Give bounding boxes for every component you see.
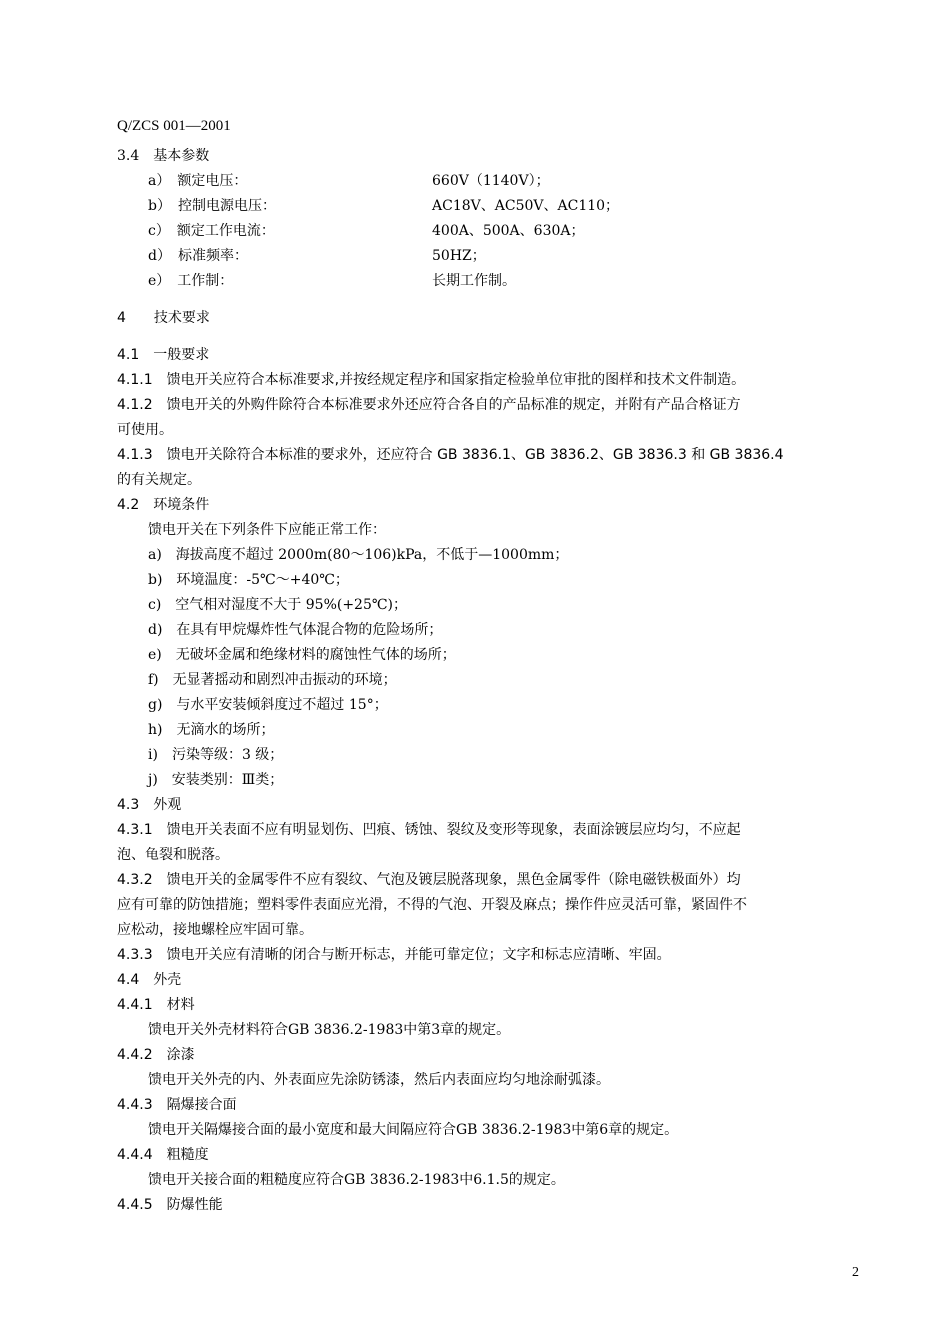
- clause-4-4-5-title: 4.4.5 防爆性能: [117, 1197, 223, 1213]
- param-value: 660V（1140V）；: [432, 173, 550, 189]
- clause-4-4-1-title: 4.4.1 材料: [117, 997, 195, 1013]
- clause-4-4-4-title: 4.4.4 粗糙度: [117, 1147, 209, 1163]
- clause-4-3-2-cont: 应松动，接地螺栓应牢固可靠。: [117, 922, 313, 938]
- clause-4-4-3-text: 馈电开关隔爆接合面的最小宽度和最大间隔应符合GB 3836.2-1983中第6章的规定。: [148, 1122, 679, 1138]
- section-4-title: 4 技术要求: [117, 310, 210, 326]
- clause-4-1-3-cont: 的有关规定。: [117, 472, 201, 488]
- clause-4-4-2-title: 4.4.2 涂漆: [117, 1047, 195, 1063]
- section-4-1-title: 4.1 一般要求: [117, 347, 210, 363]
- clause-4-1-2-cont: 可使用。: [117, 422, 173, 438]
- env-item: b) 环境温度：-5℃～+40℃；: [148, 572, 349, 588]
- clause-4-4-4-text: 馈电开关接合面的粗糙度应符合GB 3836.2-1983中6.1.5的规定。: [148, 1172, 565, 1188]
- param-label: b） 控制电源电压：: [148, 198, 276, 214]
- section-4-4-title: 4.4 外壳: [117, 972, 182, 988]
- env-intro: 馈电开关在下列条件下应能正常工作：: [148, 522, 386, 538]
- clause-4-3-2-cont: 应有可靠的防蚀措施；塑料零件表面应光滑，不得的气泡、开裂及麻点；操作件应灵活可靠，紧固件不: [117, 897, 747, 913]
- env-item: h) 无滴水的场所；: [148, 722, 275, 738]
- param-value: 长期工作制。: [432, 273, 516, 289]
- doc-header-code: Q/ZCS 001—2001: [117, 118, 231, 134]
- param-value: 400A、500A、630A；: [432, 223, 585, 239]
- clause-4-1-2: 4.1.2 馈电开关的外购件除符合本标准要求外还应符合各自的产品标准的规定，并附有产品合格证方: [117, 397, 741, 413]
- param-label: d） 标准频率：: [148, 248, 248, 264]
- clause-4-1-3: 4.1.3 馈电开关除符合本标准的要求外，还应符合 GB 3836.1、GB 3836.2、GB 3836.3 和 GB 3836.4: [117, 447, 784, 463]
- env-item: i) 污染等级：3 级；: [148, 747, 284, 763]
- clause-4-3-2: 4.3.2 馈电开关的金属零件不应有裂纹、气泡及镀层脱落现象，黑色金属零件（除电磁铁极面外）均: [117, 872, 741, 888]
- clause-4-4-1-text: 馈电开关外壳材料符合GB 3836.2-1983中第3章的规定。: [148, 1022, 511, 1038]
- env-item: e) 无破坏金属和绝缘材料的腐蚀性气体的场所；: [148, 647, 456, 663]
- env-item: f) 无显著摇动和剧烈冲击振动的环境；: [148, 672, 397, 688]
- page-number: 2: [852, 1265, 859, 1280]
- clause-4-4-2-text: 馈电开关外壳的内、外表面应先涂防锈漆，然后内表面应均匀地涂耐弧漆。: [148, 1072, 610, 1088]
- clause-4-3-1: 4.3.1 馈电开关表面不应有明显划伤、凹痕、锈蚀、裂纹及变形等现象，表面涂镀层应均匀，不应起: [117, 822, 741, 838]
- param-value: 50HZ；: [432, 248, 486, 264]
- env-item: d) 在具有甲烷爆炸性气体混合物的危险场所；: [148, 622, 443, 638]
- env-item: a) 海拔高度不超过 2000m(80～106)kPa，不低于—1000mm；: [148, 547, 569, 563]
- section-3-4-title: 3.4 基本参数: [117, 148, 210, 164]
- clause-4-3-3: 4.3.3 馈电开关应有清晰的闭合与断开标志，并能可靠定位；文字和标志应清晰、牢固。: [117, 947, 671, 963]
- param-label: a） 额定电压：: [148, 173, 248, 189]
- section-4-2-title: 4.2 环境条件: [117, 497, 210, 513]
- clause-4-3-1-cont: 泡、龟裂和脱落。: [117, 847, 229, 863]
- env-item: j) 安装类别：Ⅲ类；: [148, 772, 284, 788]
- clause-4-1-1: 4.1.1 馈电开关应符合本标准要求,并按经规定程序和国家指定检验单位审批的图样和技术文件制造。: [117, 372, 746, 388]
- env-item: g) 与水平安装倾斜度过不超过 15°；: [148, 697, 388, 713]
- section-4-3-title: 4.3 外观: [117, 797, 182, 813]
- clause-4-4-3-title: 4.4.3 隔爆接合面: [117, 1097, 237, 1113]
- param-label: c） 额定工作电流：: [148, 223, 275, 239]
- param-label: e） 工作制：: [148, 273, 234, 289]
- param-value: AC18V、AC50V、AC110；: [432, 198, 620, 214]
- env-item: c) 空气相对湿度不大于 95%(+25℃)；: [148, 597, 407, 613]
